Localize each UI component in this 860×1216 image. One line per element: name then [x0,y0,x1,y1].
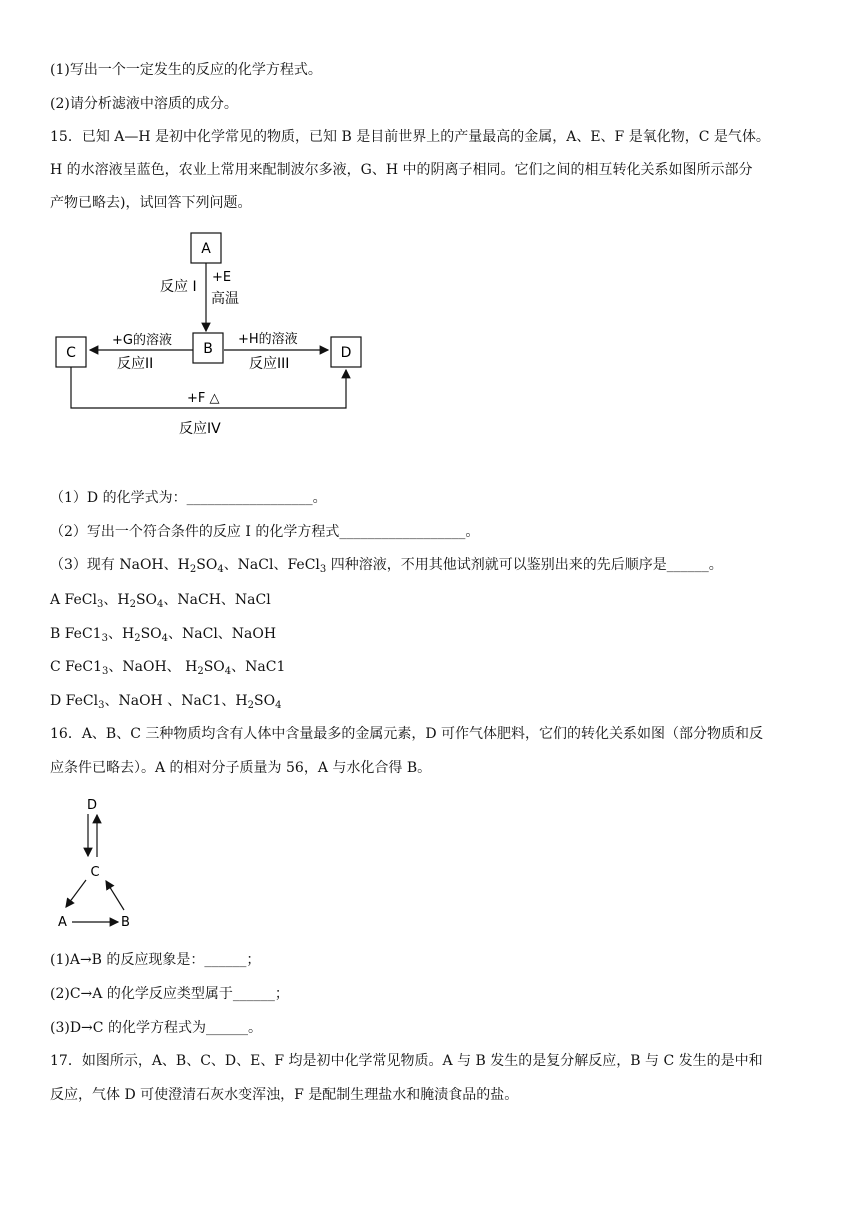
r2-label: 反应II [117,356,154,372]
node-a-box [191,233,221,263]
q15-stem-line2: H 的水溶液呈蓝色，农业上常用来配制波尔多液，G、H 中的阴离子相同。它们之间的相互转化关系如图所示部分 [50,162,753,178]
q16-sub2: (2)C→A 的化学反应类型属于______； [50,986,289,1002]
node-b: B [203,341,213,357]
node-d: D [340,345,352,361]
r1-condition: 高温 [211,291,239,307]
q14-sub1: (1)写出一个一定发生的反应的化学方程式。 [50,62,322,78]
q15-stem-line1: 15．已知 A—H 是初中化学常见的物质，已知 B 是目前世界上的产量最高的金属，A、E、F 是氧化物，C 是气体。 [50,129,770,145]
q16-node-b: B [121,915,130,930]
node-a: A [201,241,211,257]
q17-stem-line1: 17．如图所示，A、B、C、D、E、F 均是初中化学常见物质。A 与 B 发生的是复分解反应，B 与 C 发生的是中和 [50,1053,763,1069]
q15-option-d: D FeCl$_3$、NaOH 、NaC1、$H_2SO_4$ [50,693,282,711]
arrow-c-to-d [71,367,346,408]
q17-stem-line2: 反应，气体 D 可使澄清石灰水变浑浊，F 是配制生理盐水和腌渍食品的盐。 [50,1087,519,1103]
node-c: C [66,345,76,361]
r3-label: 反应III [249,356,290,372]
q15-sub1: （1）D 的化学式为：__________________。 [50,490,327,506]
r2-reagent: +G的溶液 [112,333,172,348]
q16-sub1: (1)A→B 的反应现象是：______； [50,952,261,968]
r3-reagent: +H的溶液 [238,332,298,347]
q16-node-d: D [86,798,98,813]
q16-sub3: (3)D→C 的化学方程式为______。 [50,1020,262,1036]
q16-node-a: A [58,915,67,930]
q15-option-b: B $FeC1_3$、$H_2SO_4$、NaCl、NaOH [50,626,277,644]
r1-label: 反应 I [160,279,197,295]
q15-sub2: （2）写出一个符合条件的反应 I 的化学方程式__________________。 [50,524,480,540]
r4-label: 反应IV [179,421,221,437]
q15-option-c: C $FeC1_3$、NaOH、 $H_2SO_4$、NaC1 [50,659,286,677]
q15-stem-line3: 产物已略去)，试回答下列问题。 [50,195,252,211]
q15-option-a: A FeCl$_3$、$H_2SO_4$、NaCH、NaCl [50,592,271,610]
q16-node-c: C [90,865,100,880]
node-c-box [56,337,86,367]
q14-sub2: (2)请分析滤液中溶质的成分。 [50,96,238,112]
arrow-b-to-c [106,881,124,910]
arrow-c-to-a [66,880,86,907]
node-d-box [331,337,361,367]
node-b-box [193,333,223,363]
q15-sub3: （3）现有 NaOH、$H_2SO_4$、NaCl、FeCl$_3$ 四种溶液，不用其他试剂就可以鉴别出来的先后顺序是______。 [50,557,723,575]
r1-reagent: +E [212,270,232,285]
r4-reagent: +F △ [187,391,220,406]
q16-stem-line1: 16．A、B、C 三种物质均含有人体中含量最多的金属元素，D 可作气体肥料，它们的转化关系如图（部分物质和反 [50,726,764,742]
q16-stem-line2: 应条件已略去）。A 的相对分子质量为 56，A 与水化合得 B。 [50,760,432,776]
